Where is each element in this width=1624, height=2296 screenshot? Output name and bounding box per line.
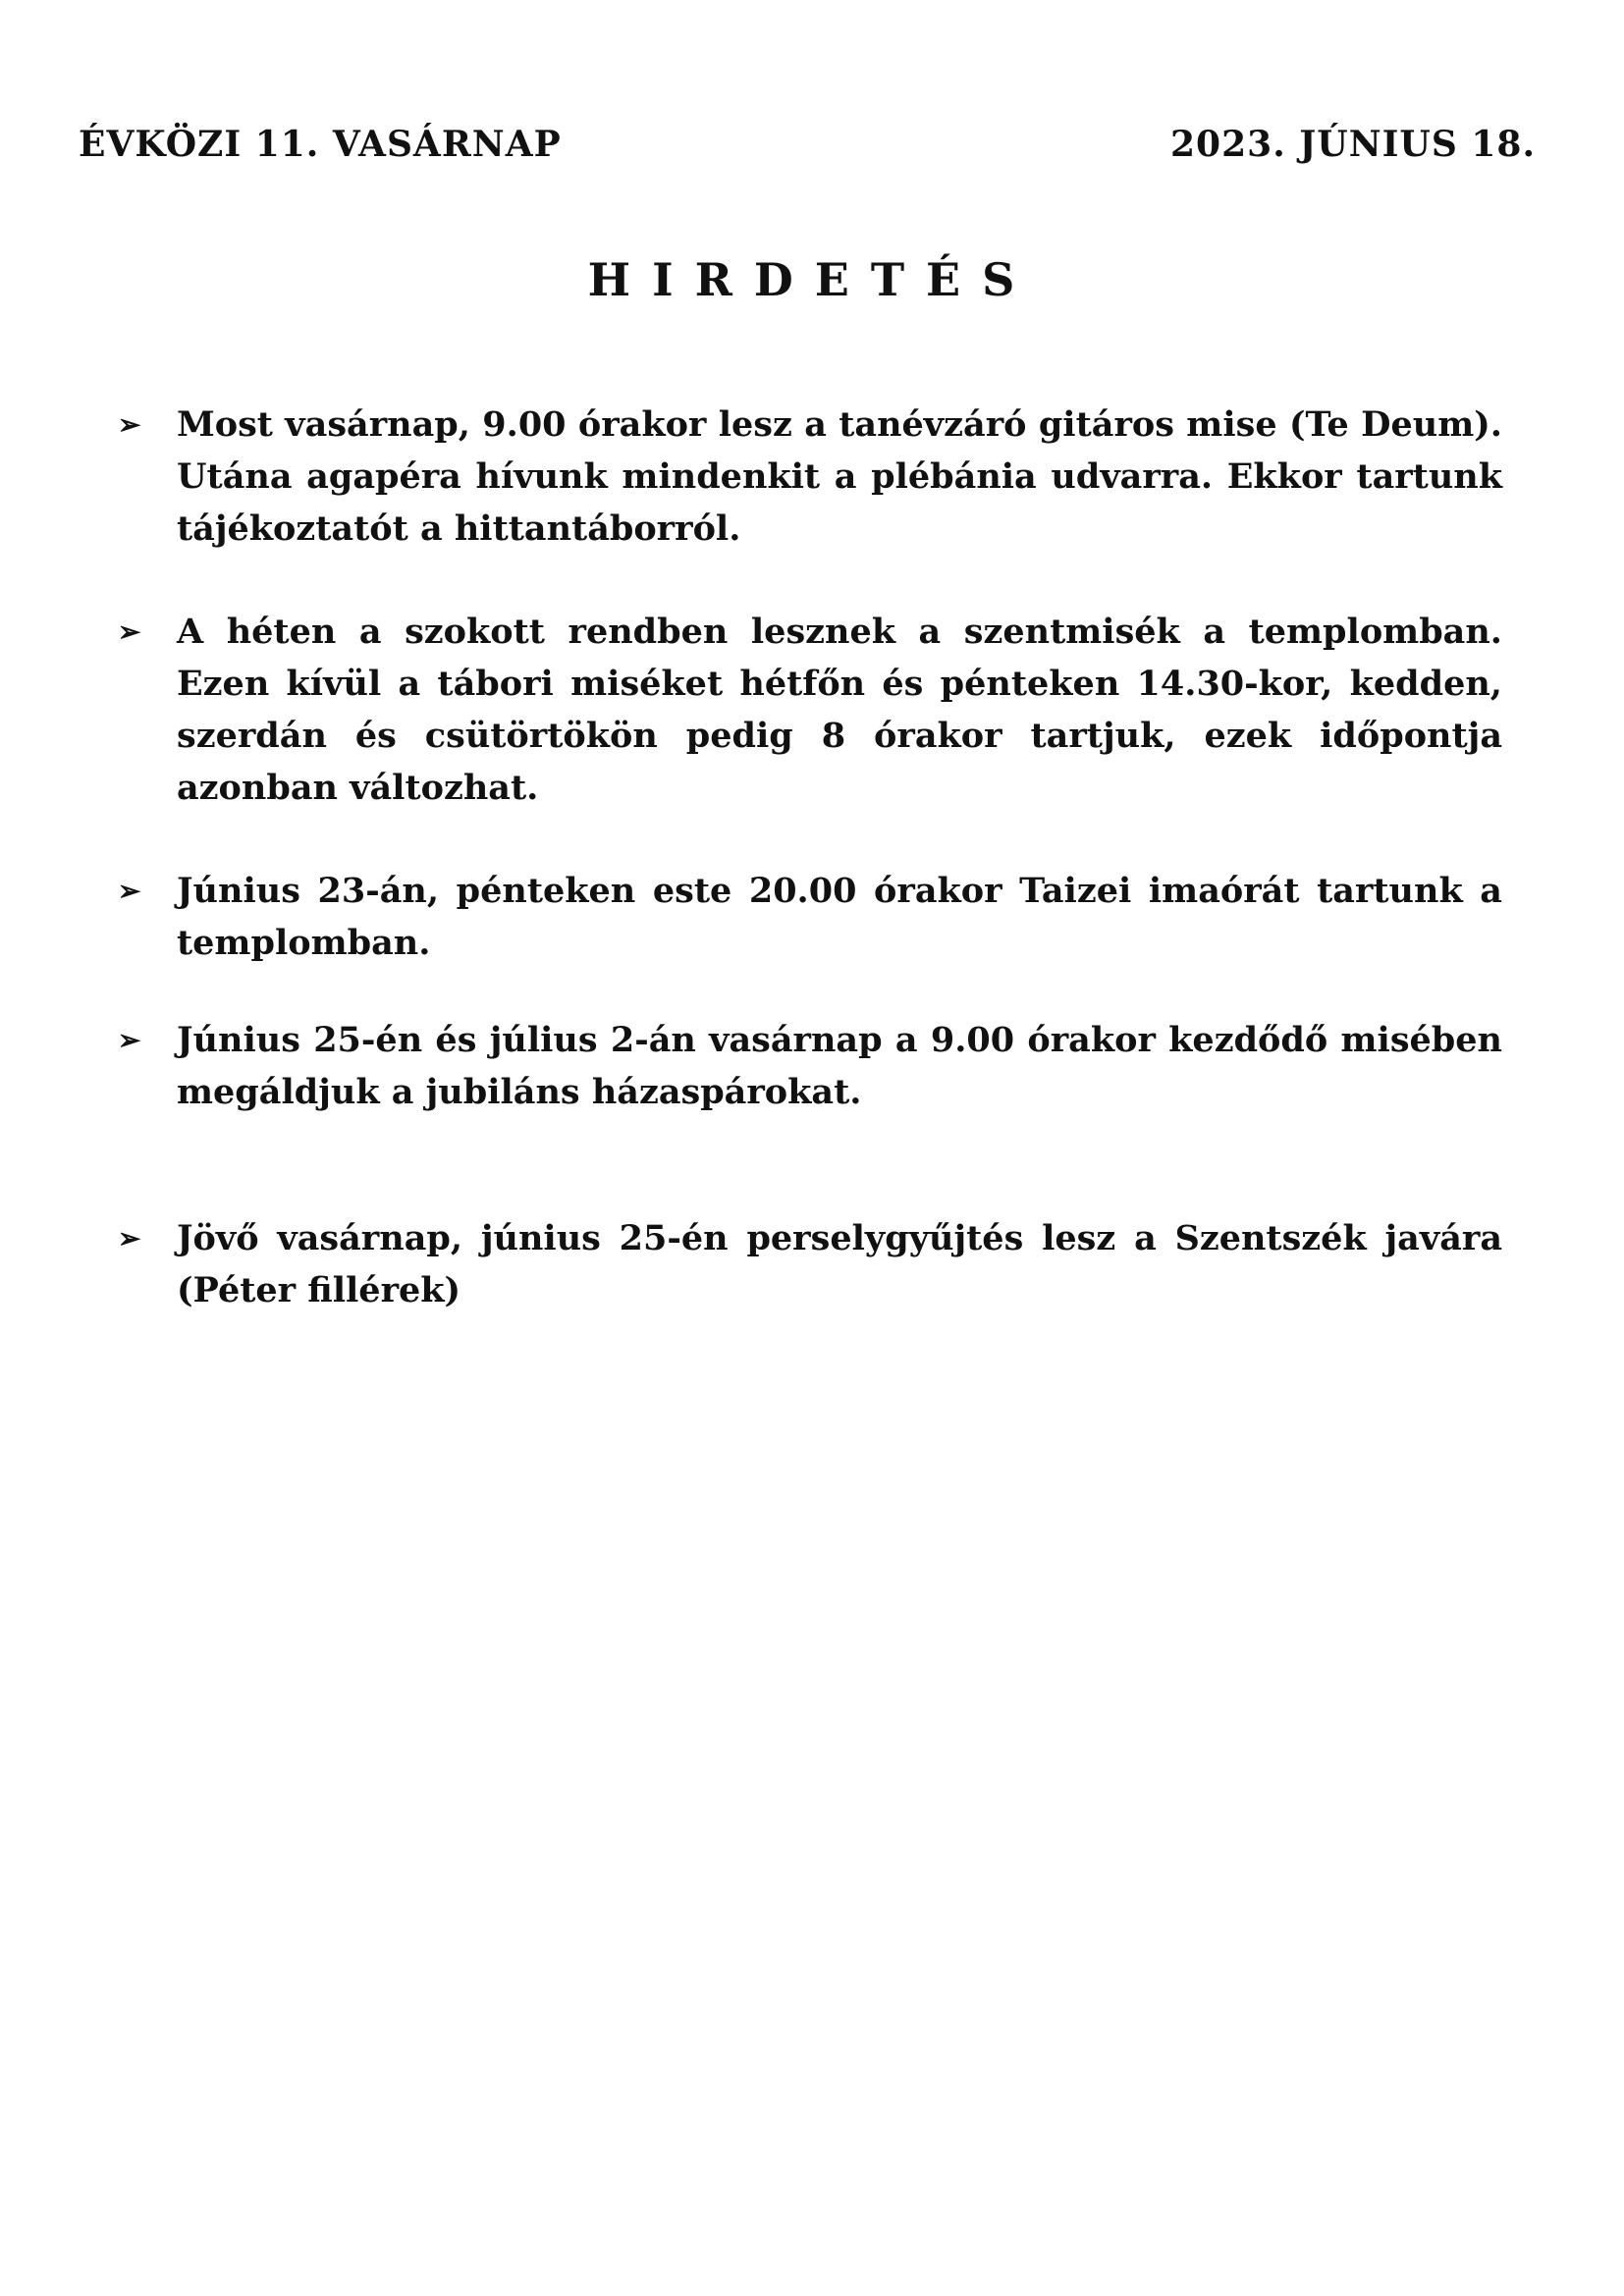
arrow-bullet-icon: ➢ bbox=[118, 875, 141, 907]
announcement-text: Jövő vasárnap, június 25-én perselygyűjtés lesz a Szentszék javára (Péter fillérek) bbox=[177, 1218, 1502, 1310]
announcement-text: Most vasárnap, 9.00 órakor lesz a tanévzáró gitáros mise (Te Deum). Utána agapéra hívunk mindenkit a plébánia udvarra. Ekkor tartunk tájékoztatót a hittantáborról. bbox=[177, 404, 1502, 549]
list-item bbox=[118, 1212, 1502, 1316]
arrow-bullet-icon: ➢ bbox=[118, 408, 141, 441]
page-title: HIRDETÉS bbox=[587, 253, 1037, 306]
header bbox=[79, 124, 1536, 165]
list-item bbox=[118, 399, 1502, 555]
list-item bbox=[118, 865, 1502, 969]
announcement-text: Június 23-án, pénteken este 20.00 órakor Taizei imaórát tartunk a templomban. bbox=[177, 871, 1502, 963]
date: 2023. JÚNIUS 18. bbox=[1170, 124, 1536, 165]
announcement-text: A héten a szokott rendben lesznek a szentmisék a templomban. Ezen kívül a tábori miséket hétfőn és pénteken 14.30-kor, kedden, szerdán és csütörtökön pedig 8 órakor tartjuk, ezek időpontja azonban változhat. bbox=[177, 612, 1502, 808]
arrow-bullet-icon: ➢ bbox=[118, 1024, 141, 1056]
arrow-bullet-icon: ➢ bbox=[118, 1222, 141, 1255]
list-item bbox=[118, 606, 1502, 814]
liturgical-day: ÉVKÖZI 11. VASÁRNAP bbox=[79, 124, 562, 165]
list-item bbox=[118, 1014, 1502, 1118]
announcement-list bbox=[118, 399, 1502, 1316]
arrow-bullet-icon: ➢ bbox=[118, 615, 141, 648]
announcement-text: Június 25-én és július 2-án vasárnap a 9.00 órakor kezdődő misében megáldjuk a jubiláns házaspárokat. bbox=[177, 1020, 1502, 1112]
